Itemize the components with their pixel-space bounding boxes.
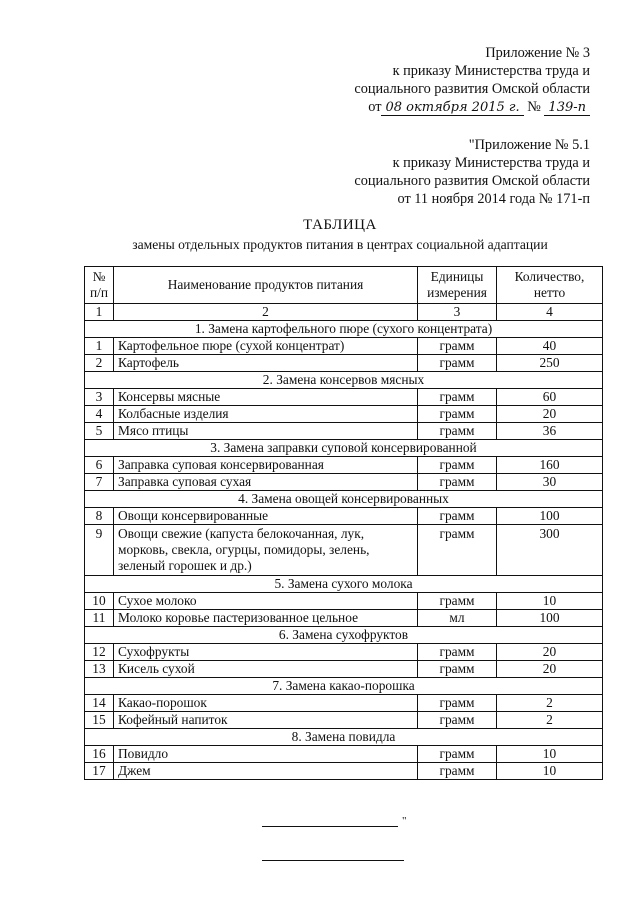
section-header-row: [85, 440, 603, 457]
quantity: 250: [497, 355, 603, 372]
unit: грамм: [418, 355, 497, 372]
section-title: 5. Замена сухого молока: [85, 576, 603, 593]
section-header-row: [85, 576, 603, 593]
unit: грамм: [418, 695, 497, 712]
section-title: 4. Замена овощей консервированных: [85, 491, 603, 508]
quantity: 100: [497, 508, 603, 525]
date-prefix: от: [368, 99, 382, 115]
header-number: № п/п: [85, 267, 114, 304]
unit: грамм: [418, 457, 497, 474]
appendix-5-1-header: [354, 136, 590, 208]
section-header-row: [85, 627, 603, 644]
product-name: Картофель: [114, 355, 418, 372]
unit: грамм: [418, 593, 497, 610]
table-row: [85, 338, 603, 355]
section-title: 6. Замена сухофруктов: [85, 627, 603, 644]
row-number: 9: [85, 525, 114, 576]
quantity: 300: [497, 525, 603, 576]
table-row: [85, 474, 603, 491]
section-title: 7. Замена какао-порошка: [85, 678, 603, 695]
number-prefix: №: [527, 99, 541, 115]
column-number: 1: [85, 304, 114, 321]
row-number: 16: [85, 746, 114, 763]
unit: грамм: [418, 423, 497, 440]
table-row: [85, 763, 603, 780]
table-row: [85, 695, 603, 712]
product-name: Какао-порошок: [114, 695, 418, 712]
product-name: Овощи консервированные: [114, 508, 418, 525]
table-row: [85, 389, 603, 406]
product-name: Заправка суповая консервированная: [114, 457, 418, 474]
product-name: Консервы мясные: [114, 389, 418, 406]
unit: грамм: [418, 525, 497, 576]
section-header-row: [85, 491, 603, 508]
quantity: 10: [497, 593, 603, 610]
section-header-row: [85, 372, 603, 389]
product-name: Заправка суповая сухая: [114, 474, 418, 491]
quantity: 160: [497, 457, 603, 474]
table-row: [85, 508, 603, 525]
closing-quote: ": [402, 815, 407, 827]
unit: грамм: [418, 406, 497, 423]
row-number: 11: [85, 610, 114, 627]
row-number: 10: [85, 593, 114, 610]
row-number: 15: [85, 712, 114, 729]
row-number: 12: [85, 644, 114, 661]
table-row: [85, 746, 603, 763]
row-number: 5: [85, 423, 114, 440]
column-number: 3: [418, 304, 497, 321]
section-header-row: [85, 678, 603, 695]
unit: грамм: [418, 661, 497, 678]
header-quantity: Количество, нетто: [497, 267, 603, 304]
row-number: 17: [85, 763, 114, 780]
appendix-3-ministry-line: социального развития Омской области: [354, 81, 590, 97]
table-header-row: [85, 267, 603, 304]
section-title: 3. Замена заправки суповой консервированной: [85, 440, 603, 457]
quantity: 2: [497, 712, 603, 729]
appendix-5-1-order-line: к приказу Министерства труда и: [392, 155, 590, 171]
appendix-3-title: Приложение № 3: [485, 45, 590, 61]
quantity: 20: [497, 661, 603, 678]
signature-line: [262, 826, 398, 827]
table-row: [85, 610, 603, 627]
product-name: Овощи свежие (капуста белокочанная, лук, морковь, свекла, огурцы, помидоры, зелень, зеленый горошек и др.): [114, 525, 418, 576]
table-row: [85, 406, 603, 423]
unit: грамм: [418, 763, 497, 780]
unit: грамм: [418, 644, 497, 661]
row-number: 14: [85, 695, 114, 712]
row-number: 6: [85, 457, 114, 474]
handwritten-date: 08 октября 2015 г.: [381, 100, 523, 116]
row-number: 7: [85, 474, 114, 491]
unit: грамм: [418, 474, 497, 491]
column-numbering-row: [85, 304, 603, 321]
table-body: [85, 304, 603, 780]
row-number: 2: [85, 355, 114, 372]
product-name: Кофейный напиток: [114, 712, 418, 729]
table-row: [85, 644, 603, 661]
table-row: [85, 355, 603, 372]
table-row: [85, 525, 603, 576]
row-number: 4: [85, 406, 114, 423]
appendix-3-order-line: к приказу Министерства труда и: [392, 63, 590, 79]
product-name: Джем: [114, 763, 418, 780]
document-subtitle: замены отдельных продуктов питания в центрах социальной адаптации: [132, 237, 548, 252]
quantity: 10: [497, 763, 603, 780]
food-replacement-table: [84, 266, 603, 780]
quantity: 40: [497, 338, 603, 355]
quantity: 20: [497, 406, 603, 423]
appendix-5-1-date-line: от 11 ноября 2014 года № 171-п: [397, 191, 590, 207]
section-title: 8. Замена повидла: [85, 729, 603, 746]
handwritten-number: 139-п: [544, 100, 590, 116]
quantity: 36: [497, 423, 603, 440]
unit: грамм: [418, 508, 497, 525]
section-header-row: [85, 321, 603, 338]
table-row: [85, 712, 603, 729]
header-unit: Единицы измерения: [418, 267, 497, 304]
appendix-5-1-ministry-line: социального развития Омской области: [354, 173, 590, 189]
section-title: 2. Замена консервов мясных: [85, 372, 603, 389]
header-product-name: Наименование продуктов питания: [114, 267, 418, 304]
section-header-row: [85, 729, 603, 746]
product-name: Повидло: [114, 746, 418, 763]
unit: грамм: [418, 389, 497, 406]
section-title: 1. Замена картофельного пюре (сухого концентрата): [85, 321, 603, 338]
product-name: Колбасные изделия: [114, 406, 418, 423]
quantity: 2: [497, 695, 603, 712]
product-name: Сухое молоко: [114, 593, 418, 610]
quantity: 20: [497, 644, 603, 661]
document-title: ТАБЛИЦА: [303, 217, 377, 233]
unit: грамм: [418, 712, 497, 729]
row-number: 8: [85, 508, 114, 525]
row-number: 3: [85, 389, 114, 406]
row-number: 13: [85, 661, 114, 678]
unit: мл: [418, 610, 497, 627]
product-name: Молоко коровье пастеризованное цельное: [114, 610, 418, 627]
unit: грамм: [418, 746, 497, 763]
appendix-3-date-line: [354, 98, 590, 117]
quantity: 10: [497, 746, 603, 763]
table-row: [85, 593, 603, 610]
column-number: 2: [114, 304, 418, 321]
table-row: [85, 423, 603, 440]
table-row: [85, 661, 603, 678]
product-name: Мясо птицы: [114, 423, 418, 440]
signature-line-secondary: [262, 860, 404, 861]
column-number: 4: [497, 304, 603, 321]
table-row: [85, 457, 603, 474]
product-name: Картофельное пюре (сухой концентрат): [114, 338, 418, 355]
appendix-3-header: [354, 44, 590, 117]
row-number: 1: [85, 338, 114, 355]
quantity: 100: [497, 610, 603, 627]
quantity: 30: [497, 474, 603, 491]
product-name: Кисель сухой: [114, 661, 418, 678]
product-name: Сухофрукты: [114, 644, 418, 661]
quantity: 60: [497, 389, 603, 406]
appendix-5-1-title: "Приложение № 5.1: [468, 137, 590, 153]
unit: грамм: [418, 338, 497, 355]
